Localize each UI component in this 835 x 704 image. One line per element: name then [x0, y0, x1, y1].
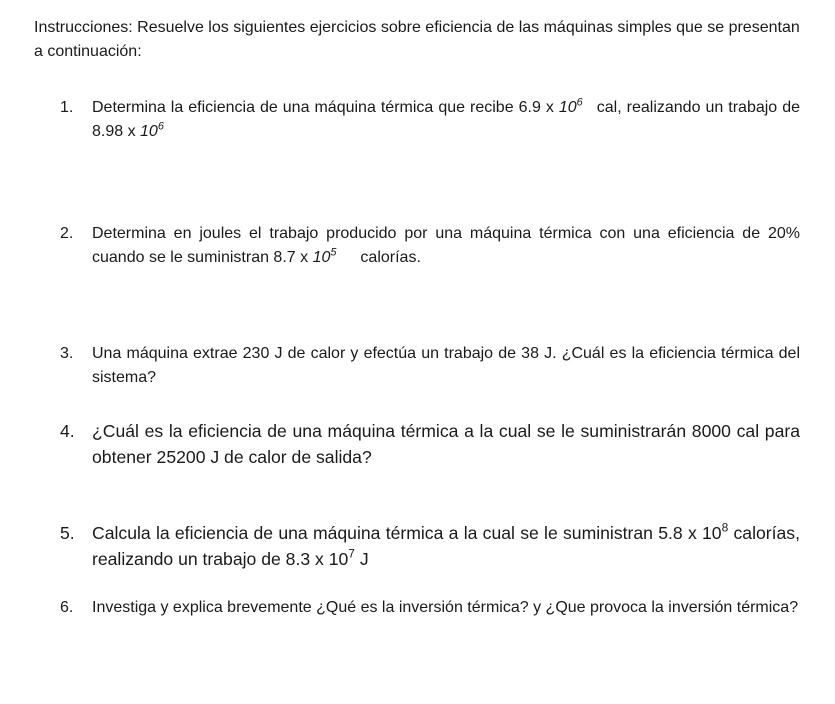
exercise-4 — [60, 418, 800, 470]
exercise-text-part: cal, realizando un trabajo de 8.98 x — [92, 99, 800, 140]
exercise-text-part: Determina la eficiencia de una máquina térmica que recibe 6.9 x — [92, 99, 559, 116]
exercise-text-part: Determina en joules el trabajo producido por una máquina térmica con una eficiencia de 20% cuando se le suministran 8.7 x — [92, 225, 800, 266]
exercise-text-part: calorías, realizando un trabajo de 8.3 x 10 — [92, 523, 800, 569]
exercise-3 — [60, 342, 800, 390]
exercise-2 — [60, 222, 800, 270]
exercise-text — [92, 520, 800, 572]
exercise-number: 6. — [60, 599, 74, 616]
exercise-text: ¿Cuál es la eficiencia de una máquina térmica a la cual se le suministrarán 8000 cal para obtener 25200 J de calor de salida? — [92, 421, 800, 467]
exponent: 6 — [157, 120, 164, 133]
exercise-number: 2. — [60, 225, 74, 242]
instructions-paragraph — [34, 16, 804, 64]
exercise-number: 1. — [60, 99, 74, 116]
exponent: 8 — [721, 520, 729, 535]
exercise-text — [92, 96, 800, 144]
exercise-6 — [60, 596, 800, 620]
exercise-text — [92, 222, 800, 270]
exercise-text-part: Calcula la eficiencia de una máquina térmica a la cual se le suministran 5.8 x 10 — [92, 523, 722, 543]
exercise-text: Una máquina extrae 230 J de calor y efectúa un trabajo de 38 J. ¿Cuál es la eficiencia térmica del sistema? — [92, 345, 800, 386]
exponent: 7 — [348, 546, 355, 561]
exercise-text: Investiga y explica brevemente ¿Qué es la inversión térmica? y ¿Que provoca la inversión térmica? — [92, 599, 799, 616]
exercise-5 — [60, 520, 800, 572]
power-base: 10 — [312, 249, 331, 266]
exercise-1 — [60, 96, 800, 144]
exercise-number: 4. — [60, 421, 75, 441]
power-base: 10 — [558, 99, 577, 116]
exercise-text-part: J — [354, 549, 369, 569]
exponent: 5 — [330, 246, 337, 259]
exponent: 6 — [576, 96, 583, 109]
power-base: 10 — [140, 123, 158, 140]
instructions-text: Instrucciones: Resuelve los siguientes ejercicios sobre eficiencia de las máquinas simples que se presentan a continuación: — [34, 19, 800, 60]
exercise-number: 5. — [60, 523, 75, 543]
exercise-text-part: calorías. — [360, 249, 421, 266]
exercise-number: 3. — [60, 345, 74, 362]
